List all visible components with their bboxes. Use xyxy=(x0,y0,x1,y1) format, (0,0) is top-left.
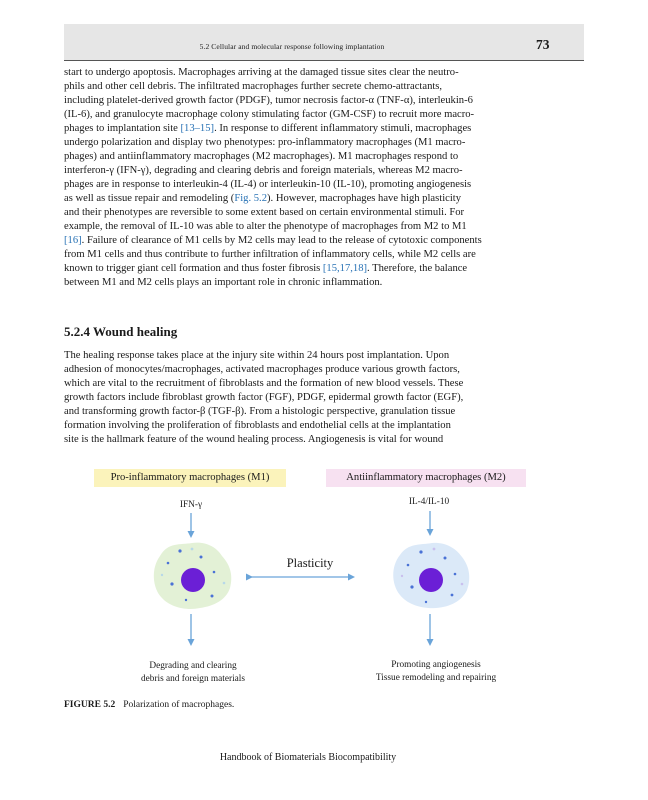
m2-outcome-line: Tissue remodeling and repairing xyxy=(375,673,497,683)
text-line: undergo polarization and display two phenotypes: pro-inflammatory macrophages (M1 macro- xyxy=(64,137,466,148)
caption-label: FIGURE 5.2 xyxy=(64,700,116,710)
text-line: adhesion of monocytes/macrophages, activated macrophages produce various growth factors, xyxy=(64,364,460,375)
text-line: site is the hallmark feature of the wound healing process. Angiogenesis is vital for wound xyxy=(64,434,444,445)
granule-dot xyxy=(407,564,410,567)
running-head: 5.2 Cellular and molecular response following implantation xyxy=(199,42,385,51)
m1-signal-label: IFN-γ xyxy=(179,500,203,510)
granule-dot xyxy=(451,594,454,597)
m2-outcome-line: Promoting angiogenesis xyxy=(391,660,481,670)
m2-label: Antiinflammatory macrophages (M2) xyxy=(326,469,526,487)
section-heading: 5.2.4 Wound healing xyxy=(64,324,178,339)
granule-dot xyxy=(191,548,194,551)
text-line: phages are in response to interleukin-4 (IL-4) or interleukin-10 (IL-10), promoting angiogenesis xyxy=(64,179,472,190)
granule-dot xyxy=(161,574,163,576)
text-line: as well as tissue repair and remodeling (Fig. 5.2). However, macrophages have high plasticity xyxy=(64,193,462,204)
m1-nucleus-icon xyxy=(181,568,205,592)
text-line: phils and other cell debris. The infiltrated macrophages further secrete chemo-attractants, xyxy=(64,81,443,92)
text-line: formation involving the proliferation of fibroblasts and endothelial cells at the implantation xyxy=(64,420,451,431)
reference-link[interactable]: [13–15] xyxy=(180,123,215,134)
granule-dot xyxy=(444,557,447,560)
caption-text: Polarization of macrophages. xyxy=(123,700,235,710)
granule-dot xyxy=(211,595,214,598)
granule-dot xyxy=(223,582,226,585)
m2-nucleus-icon xyxy=(419,568,443,592)
m1-label: Pro-inflammatory macrophages (M1) xyxy=(94,469,286,487)
granule-dot xyxy=(213,571,216,574)
text-line: and their phenotypes are reversible to some extent based on certain environmental stimuli. For xyxy=(64,207,465,218)
figure-caption xyxy=(64,700,234,710)
m1-outcome-line: Degrading and clearing xyxy=(149,661,237,671)
granule-dot xyxy=(410,585,413,588)
granule-dot xyxy=(433,548,436,551)
granule-dot xyxy=(401,575,403,577)
granule-dot xyxy=(425,601,427,603)
text-line: example, the removal of IL-10 was able to alter the phenotype of macrophages from M2 to M1 xyxy=(64,221,467,232)
granule-dot xyxy=(178,549,181,552)
text-line: which are vital to the recruitment of fibroblasts and the formation of new blood vessels. These xyxy=(64,378,464,389)
m1-outcome-line: debris and foreign materials xyxy=(140,674,246,684)
m2-signal-label: IL-4/IL-10 xyxy=(408,497,450,507)
plasticity-label: Plasticity xyxy=(286,556,334,570)
text-line: phages) and antiinflammatory macrophages (M2 macrophages). M1 macrophages respond to xyxy=(64,151,459,162)
text-line: (IL-6), and granulocyte macrophage colony stimulating factor (GM-CSF) to recruit more macro- xyxy=(64,109,475,120)
text-line: The healing response takes place at the injury site within 24 hours post implantation. Upon xyxy=(64,350,450,361)
granule-dot xyxy=(454,573,457,576)
text-line: between M1 and M2 cells plays an important role in chronic inflammation. xyxy=(64,277,383,288)
text-line: [16]. Failure of clearance of M1 cells by M2 cells may lead to the release of cytotoxic components xyxy=(64,235,482,246)
footer-title: Handbook of Biomaterials Biocompatibility xyxy=(219,752,397,763)
reference-link[interactable]: [15,17,18] xyxy=(322,263,368,274)
text-line: phages to implantation site [13–15]. In response to different inflammatory stimuli, macrophages xyxy=(64,123,472,134)
page-number: 73 xyxy=(536,37,550,52)
granule-dot xyxy=(200,556,203,559)
text-line: start to undergo apoptosis. Macrophages arriving at the damaged tissue sites clear the neutro- xyxy=(64,67,459,78)
reference-link[interactable]: Fig. 5.2 xyxy=(234,193,267,204)
granule-dot xyxy=(419,550,422,553)
granule-dot xyxy=(461,583,464,586)
granule-dot xyxy=(185,599,187,601)
text-line: interferon-γ (IFN-γ), degrading and clearing debris and foreign materials, whereas M2 macro- xyxy=(64,165,463,176)
text-line: growth factors include fibroblast growth factor (FGF), PDGF, epidermal growth factor (EGF), xyxy=(64,392,464,403)
text-line: including platelet-derived growth factor (PDGF), tumor necrosis factor-α (TNF-α), interleukin-6 xyxy=(64,95,473,106)
granule-dot xyxy=(167,562,170,565)
granule-dot xyxy=(170,582,173,585)
text-line: known to trigger giant cell formation and thus foster fibrosis [15,17,18]. Therefore, the balance xyxy=(64,263,468,274)
text-line: and transforming growth factor-β (TGF-β). From a histologic perspective, granulation tissue xyxy=(64,406,456,417)
reference-link[interactable]: [16] xyxy=(64,235,82,246)
text-line: from M1 cells and thus contribute to further infiltration of inflammatory cells, while M2 cells are xyxy=(64,249,476,260)
